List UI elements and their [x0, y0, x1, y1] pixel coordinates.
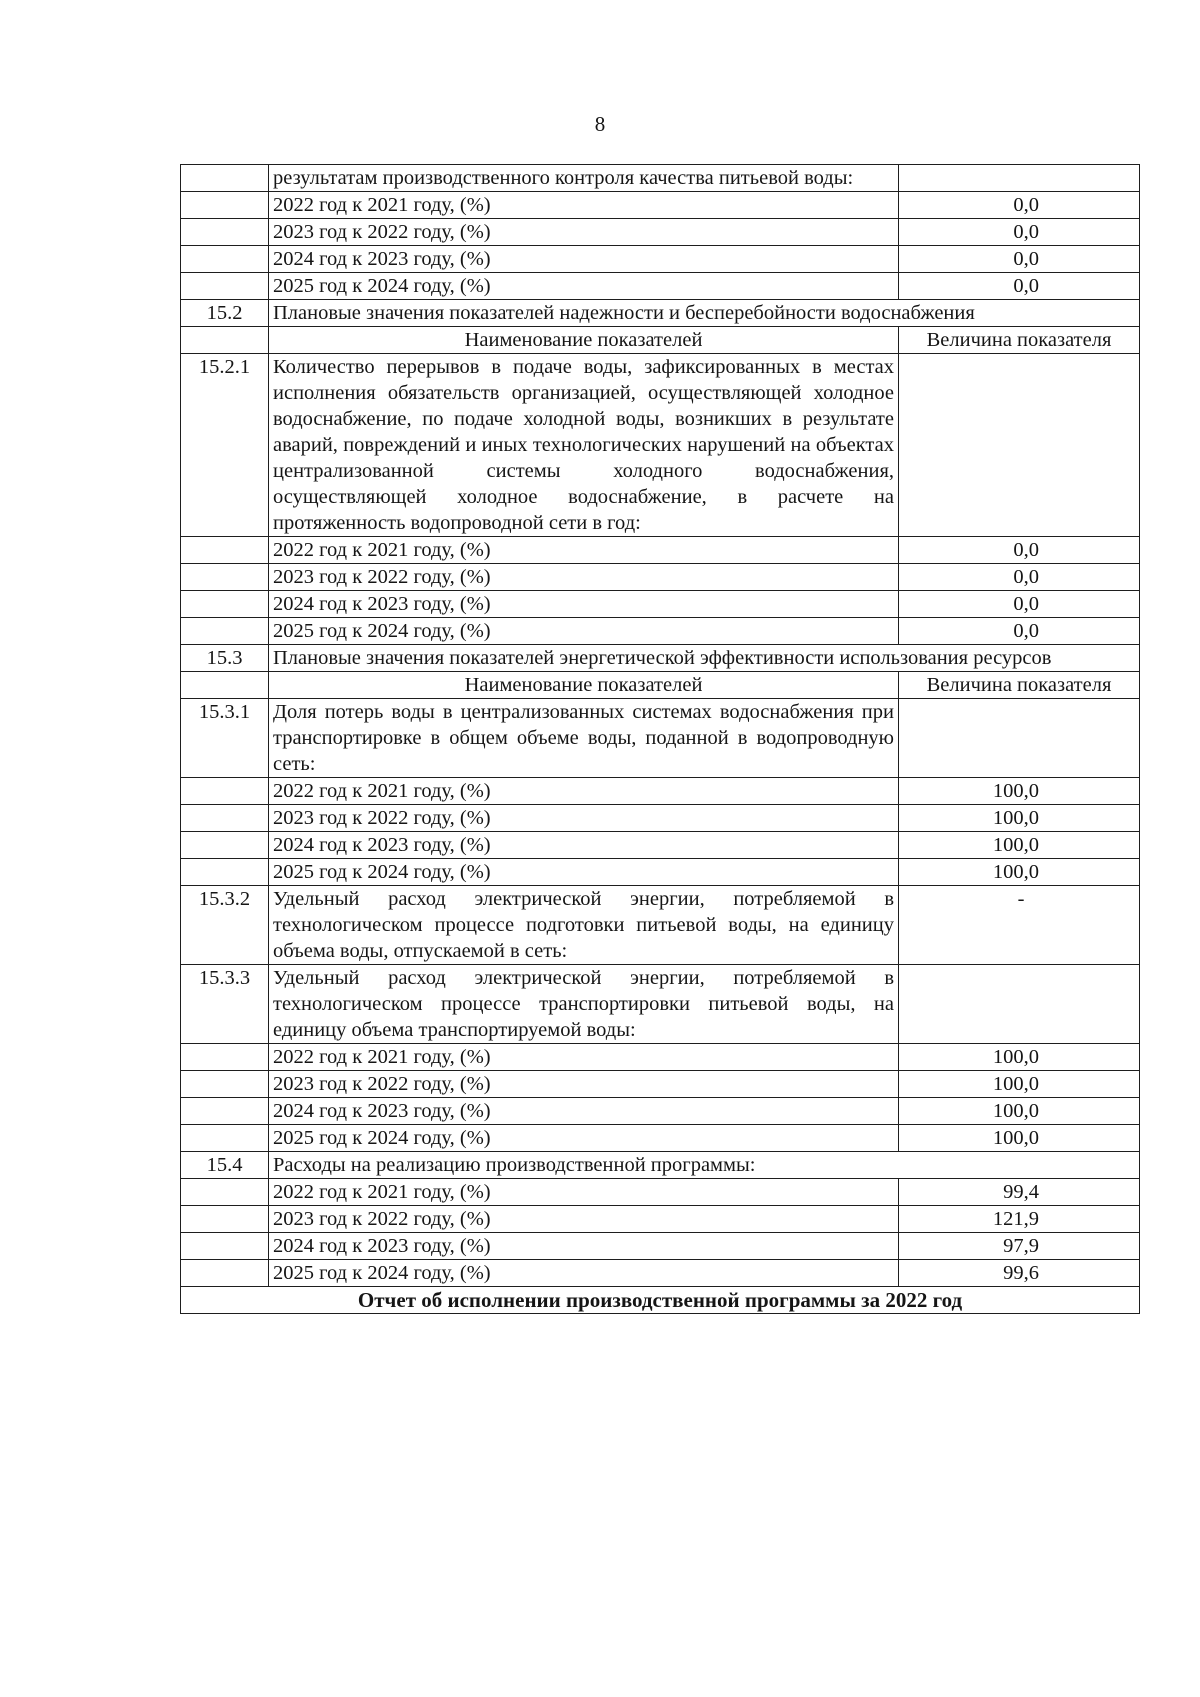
- table-row: [181, 192, 1140, 219]
- table-row: [181, 537, 1140, 564]
- indicator-value: 0,0: [899, 618, 1140, 645]
- table-row: [181, 219, 1140, 246]
- year-label: 2025 год к 2024 году, (%): [269, 859, 899, 886]
- indicator-text: Количество перерывов в подаче воды, зафиксированных в местах исполнения обязательств организацией, осуществляющей холодное водоснабжение, по подаче холодной воды, возникших в результате аварий, повреждений и иных технологических нарушений на объектах централизованной системы холодного водоснабжения, осуществляющей холодное водоснабжение, в расчете на протяженность водопроводной сети в год:: [269, 354, 899, 537]
- year-label: 2025 год к 2024 году, (%): [269, 1125, 899, 1152]
- year-label: 2024 год к 2023 году, (%): [269, 246, 899, 273]
- indicator-value: 99,6: [899, 1260, 1140, 1287]
- section-title: Плановые значения показателей энергетической эффективности использования ресурсов: [269, 645, 1140, 672]
- column-header-value: Величина показателя: [899, 327, 1140, 354]
- indicator-value: 100,0: [899, 805, 1140, 832]
- year-label: 2024 год к 2023 году, (%): [269, 1098, 899, 1125]
- indicator-value: 100,0: [899, 859, 1140, 886]
- indicators-table: [180, 164, 1140, 1314]
- indicator-value: 0,0: [899, 537, 1140, 564]
- year-label: 2023 год к 2022 году, (%): [269, 564, 899, 591]
- table-row: [181, 1098, 1140, 1125]
- indicator-value: 100,0: [899, 1071, 1140, 1098]
- table-row: [181, 1071, 1140, 1098]
- item-number: 15.2.1: [181, 354, 269, 537]
- indicator-value: 0,0: [899, 591, 1140, 618]
- table-row: [181, 564, 1140, 591]
- table-row: [181, 354, 1140, 537]
- final-row: [181, 1287, 1140, 1314]
- item-number: 15.3.1: [181, 699, 269, 778]
- indicator-value: 100,0: [899, 778, 1140, 805]
- table-row: [181, 1260, 1140, 1287]
- year-label: 2023 год к 2022 году, (%): [269, 219, 899, 246]
- year-label: 2023 год к 2022 году, (%): [269, 1071, 899, 1098]
- year-label: 2022 год к 2021 году, (%): [269, 1179, 899, 1206]
- table-row: [181, 591, 1140, 618]
- table-row: [181, 273, 1140, 300]
- table-row: [181, 805, 1140, 832]
- table-row: [181, 1044, 1140, 1071]
- header-row: [181, 672, 1140, 699]
- report-heading: Отчет об исполнении производственной программы за 2022 год: [181, 1287, 1140, 1314]
- indicator-text: Удельный расход электрической энергии, потребляемой в технологическом процессе подготовки питьевой воды, на единицу объема воды, отпускаемой в сеть:: [269, 886, 899, 965]
- indicator-value: 100,0: [899, 832, 1140, 859]
- table-row: [181, 886, 1140, 965]
- table-row: [181, 778, 1140, 805]
- page-number: 8: [594, 112, 606, 136]
- year-label: 2024 год к 2023 году, (%): [269, 832, 899, 859]
- table-row: [181, 859, 1140, 886]
- year-label: 2024 год к 2023 году, (%): [269, 1233, 899, 1260]
- indicator-value: 99,4: [899, 1179, 1140, 1206]
- section-number: 15.2: [181, 300, 269, 327]
- table-row: [181, 165, 1140, 192]
- indicator-value: 0,0: [899, 192, 1140, 219]
- indicator-value: 100,0: [899, 1125, 1140, 1152]
- indicator-value: 0,0: [899, 564, 1140, 591]
- year-label: 2022 год к 2021 году, (%): [269, 537, 899, 564]
- table-row: [181, 965, 1140, 1044]
- column-header-value: Величина показателя: [899, 672, 1140, 699]
- item-number: 15.3.2: [181, 886, 269, 965]
- item-number: 15.3.3: [181, 965, 269, 1044]
- column-header-name: Наименование показателей: [269, 672, 899, 699]
- header-row: [181, 327, 1140, 354]
- indicator-value: 100,0: [899, 1098, 1140, 1125]
- year-label: 2025 год к 2024 году, (%): [269, 618, 899, 645]
- section-row-15-4: [181, 1152, 1140, 1179]
- table-row: [181, 832, 1140, 859]
- indicator-value: 121,9: [899, 1206, 1140, 1233]
- table-row: [181, 618, 1140, 645]
- section-row-15-3: [181, 645, 1140, 672]
- year-label: 2024 год к 2023 году, (%): [269, 591, 899, 618]
- table-row: [181, 1125, 1140, 1152]
- table-row: [181, 1206, 1140, 1233]
- indicator-text: Доля потерь воды в централизованных системах водоснабжения при транспортировке в общем объеме воды, поданной в водопроводную сеть:: [269, 699, 899, 778]
- indicator-value: 0,0: [899, 273, 1140, 300]
- year-label: 2022 год к 2021 году, (%): [269, 778, 899, 805]
- table-row: [181, 1233, 1140, 1260]
- section-title: Расходы на реализацию производственной программы:: [269, 1152, 1140, 1179]
- year-label: 2022 год к 2021 году, (%): [269, 192, 899, 219]
- indicator-value: 0,0: [899, 219, 1140, 246]
- table-row: [181, 1179, 1140, 1206]
- indicator-value: 100,0: [899, 1044, 1140, 1071]
- table-row: [181, 699, 1140, 778]
- section-number: 15.4: [181, 1152, 269, 1179]
- year-label: 2022 год к 2021 году, (%): [269, 1044, 899, 1071]
- section-number: 15.3: [181, 645, 269, 672]
- year-label: 2023 год к 2022 году, (%): [269, 805, 899, 832]
- section-title: Плановые значения показателей надежности и бесперебойности водоснабжения: [269, 300, 1140, 327]
- indicator-value: 0,0: [899, 246, 1140, 273]
- column-header-name: Наименование показателей: [269, 327, 899, 354]
- table-row: [181, 246, 1140, 273]
- year-label: 2025 год к 2024 году, (%): [269, 273, 899, 300]
- indicator-text: Удельный расход электрической энергии, потребляемой в технологическом процессе транспортировки питьевой воды, на единицу объема транспортируемой воды:: [269, 965, 899, 1044]
- year-label: 2023 год к 2022 году, (%): [269, 1206, 899, 1233]
- year-label: 2025 год к 2024 году, (%): [269, 1260, 899, 1287]
- indicator-value: -: [899, 886, 1140, 965]
- indicator-value: 97,9: [899, 1233, 1140, 1260]
- indicator-text: результатам производственного контроля качества питьевой воды:: [269, 165, 899, 192]
- section-row-15-2: [181, 300, 1140, 327]
